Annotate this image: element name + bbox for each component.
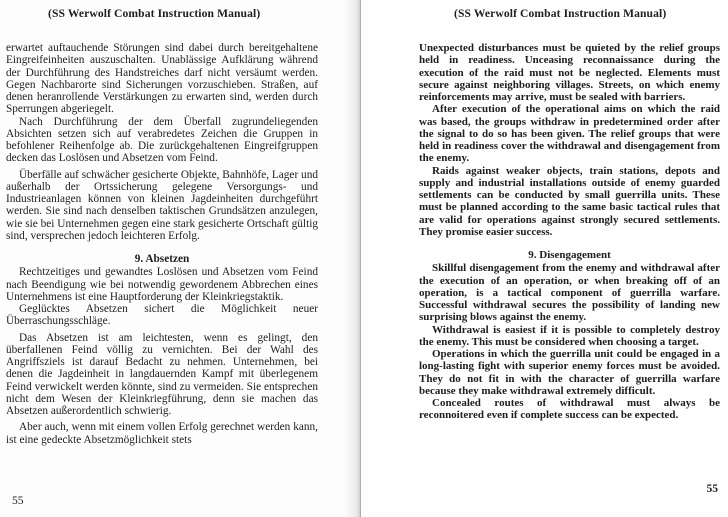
right-paragraph: Withdrawal is easiest if it is possible to completely destroy the enemy. This must be considered when choosing a target.: [419, 323, 720, 348]
right-page-body: [419, 42, 720, 422]
right-section-title: 9. Disengagement: [528, 249, 611, 261]
right-paragraph: Raids against weaker objects, train stations, depots and supply and industrial installations outside of enemy guarded settlements can be conducted by small guerrilla units. These must be planned according to the same basic tactical rules that are valid for operations against strongly secured settlements. They promise easier success.: [419, 164, 720, 238]
left-paragraph: Überfälle auf schwächer gesicherte Objekte, Bahnhöfe, Lager und außerhalb der Ortssicherung gelegene Versorgungs- und Industrieanlagen können von kleinen Jagdeinheiten durchgeführt werden. Sie sind nach denselben taktischen Grundsätzen anzulegen, wie sie bei Unternehmen gegen eine stark gesicherte Ortschaft gültig sind, versprechen jedoch leichteren Erfolg.: [6, 168, 318, 242]
left-paragraph: Geglücktes Absetzen sichert die Möglichkeit neuer Überraschungsschläge.: [6, 303, 318, 328]
left-paragraph: Das Absetzen ist am leichtesten, wenn es gelingt, den überfallenen Feind völlig zu vernichten. Bei der Wahl des Angriffsziels ist darauf Bedacht zu nehmen. Unternehmen, bei denen die Jagdeinheit in langdauernden Kampf mit überlegenem Feind verwickelt werden könnte, sind zu vermeiden. Sie entsprechen nicht dem Wesen der Kleinkriegführung, denn sie machen das Absetzen außerordentlich schwierig.: [6, 331, 318, 417]
left-page-body: [6, 42, 318, 446]
left-section-title: 9. Absetzen: [134, 253, 190, 265]
right-page-number: 55: [706, 483, 718, 495]
left-paragraph: erwartet auftauchende Störungen sind dabei durch bereitgehaltene Eingreifeinheiten auszuschalten. Unablässige Aufklärung während der Durchführung des Handstreiches darf nicht versäumt werden. Gegen Nachbarorte sind Sicherungen vorzuschieben. Straßen, auf denen heranrollende Verstärkungen zu erwarten sind, werden durch Sperrungen abgeriegelt.: [6, 42, 318, 116]
right-paragraph: Unexpected disturbances must be quieted by the relief groups held in readiness. Unceasing reconnaissance during the execution of the raid must not be neglected. Elements must secure against neighboring villages. Streets, on which enemy reinforcements may arrive, must be sealed with barriers.: [419, 42, 720, 103]
right-paragraph: After execution of the operational aims on which the raid was based, the groups withdraw in predetermined order after the signal to do so has been given. The relief groups that were held in readiness cover the withdrawal and disengagement from the enemy.: [419, 103, 720, 165]
left-page-number: 55: [12, 495, 24, 507]
right-paragraph: Skillful disengagement from the enemy and withdrawal after the execution of an operation, or when breaking off of an operation, is a tactical component of guerrilla warfare. Successful withdrawal secures the possibility of landing new surprising blows against the enemy.: [419, 262, 720, 324]
left-page-header: (SS Werwolf Combat Instruction Manual): [48, 7, 261, 20]
right-paragraph: Operations in which the guerrilla unit could be engaged in a long-lasting fight with superior enemy forces must be avoided. They do not fit in with the character of guerrilla warfare because they make withdrawal extremely difficult.: [419, 348, 720, 397]
right-page-header: (SS Werwolf Combat Instruction Manual): [454, 7, 667, 20]
right-paragraph: Concealed routes of withdrawal must always be reconnoitered even if complete success can be expected.: [419, 397, 720, 422]
left-paragraph: Rechtzeitiges und gewandtes Loslösen und Absetzen vom Feind nach Beendigung wie bei notwendig gewordenem Abbrechen eines Unternehmens ist eine Hauptforderung der Kleinkriegstaktik.: [6, 266, 318, 303]
left-page: [0, 0, 360, 517]
left-paragraph: Nach Durchführung der dem Überfall zugrundeliegenden Absichten setzen sich auf verabredetes Zeichen die Gruppen in befohlener Reihenfolge ab. Die zurückgehaltenen Eingreifgruppen decken das Loslösen und Absetzen vom Feind.: [6, 115, 318, 165]
left-paragraph: Aber auch, wenn mit einem vollen Erfolg gerechnet werden kann, ist eine gedeckte Absetzmöglichkeit stets: [6, 421, 318, 446]
right-page: [361, 0, 728, 517]
